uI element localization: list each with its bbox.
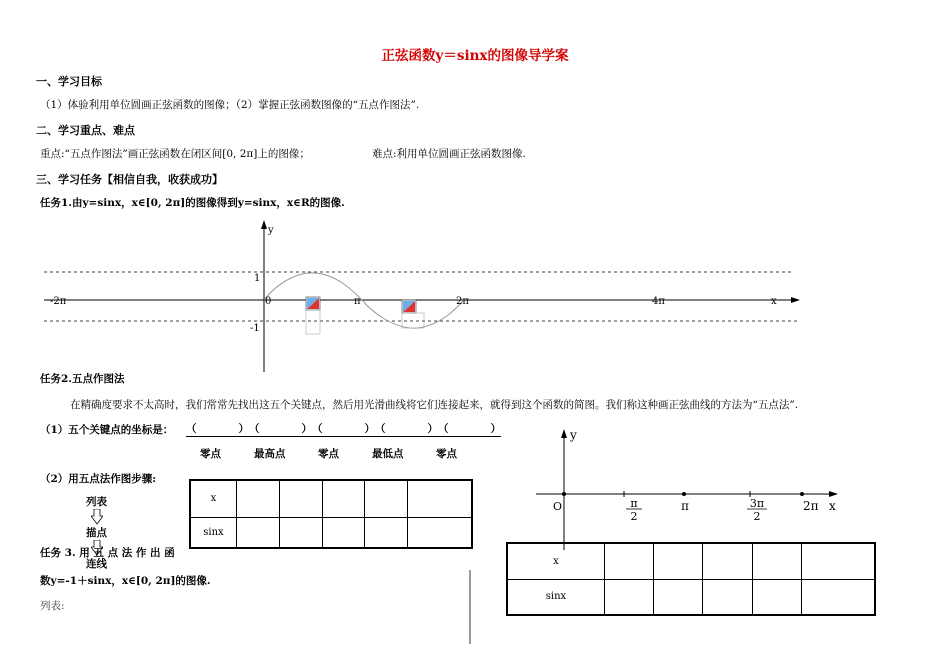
task-2-heading: 任务2.五点作图法 [40,373,125,385]
graph1-origin-label: 0 [265,296,272,307]
blank-4[interactable]: （ ） [375,423,438,435]
point-label-min: 最低点 [372,448,404,460]
graph2-origin-label: O [553,500,563,513]
point-label-zero-1: 零点 [200,448,221,460]
table-header-sinx: sinx [190,517,237,548]
table-cell[interactable] [408,517,472,548]
graph2-x-label: x [829,499,836,513]
graph2-half-pi-num: π [630,497,638,510]
table-cell[interactable] [237,480,280,517]
graph2-2pi-label: 2π [803,499,819,513]
section-1-text: （1）体验利用单位圆画正弦函数的图像；（2）掌握正弦函数图像的“五点作图法”. [40,99,420,111]
table-cell[interactable] [703,543,752,579]
right-table-header-x: x [507,543,605,579]
table-cell[interactable] [322,480,365,517]
task-1-text: 任务1.由y=sinx，x∈[0, 2π]的图像得到y=sinx，x∈R的图像. [40,197,345,209]
table-cell[interactable] [801,579,875,615]
table-cell[interactable] [752,579,801,615]
sine-graph-right [520,420,850,550]
graph1-one-label: 1 [254,273,261,284]
table-cell[interactable] [408,480,472,517]
graph1-neg2pi-label: -2π [50,296,67,307]
image-placeholder-icon [306,297,320,334]
table-cell[interactable] [654,579,703,615]
table-cell[interactable] [752,543,801,579]
graph2-y-arrow [561,429,567,438]
question-1-text: （1）五个关键点的坐标是： [40,424,174,436]
point-label-zero-3: 零点 [436,448,457,460]
graph2-three-half-pi-num: 3π [749,497,765,510]
right-table-header-sinx: sinx [507,579,605,615]
right-table [506,542,876,616]
table-header-x: x [190,480,237,517]
vertical-divider [467,570,473,644]
table-cell[interactable] [365,480,408,517]
task2-table [189,479,473,549]
table-cell[interactable] [703,579,752,615]
graph1-y-label: y [268,225,274,236]
table-cell[interactable] [801,543,875,579]
table-cell[interactable] [605,543,654,579]
blank-1[interactable]: （ ） [186,423,249,435]
blank-5[interactable]: （ ） [438,423,501,435]
list-label: 列表: [40,600,65,612]
graph1-x-label: x [771,296,777,307]
graph2-origin-dot [562,492,566,496]
graph1-x-arrow [791,297,800,303]
table-cell[interactable] [237,517,280,548]
graph2-x-arrow [829,491,838,497]
blank-3[interactable]: （ ） [312,423,375,435]
task-3-heading: 任务 3. 用 五 点 法 作 出 函 [40,547,175,559]
graph2-pi-dot [682,492,686,496]
table-cell[interactable] [279,517,322,548]
table-cell[interactable] [322,517,365,548]
section-2-heading: 二、学习重点、难点 [36,124,135,137]
section-1-heading: 一、学习目标 [36,75,102,88]
section-3-heading: 三、学习任务【相信自我，收获成功】 [36,173,223,186]
table-cell[interactable] [654,543,703,579]
question-2-text: （2）用五点法作图步骤: [40,473,157,485]
task-2-paragraph: 在精确度要求不太高时，我们常常先找出这五个关键点，然后用光滑曲线将它们连接起来，就得到这个函数的简图。我们称这种画正弦曲线的方法为“五点法”. [70,399,799,411]
graph2-three-half-pi-den: 2 [753,510,761,523]
graph2-2pi-dot [800,492,804,496]
graph1-y-arrow [261,220,267,229]
point-label-max: 最高点 [254,448,286,460]
key-point-text: 重点:“五点作图法”画正弦函数在闭区间[0, 2π]上的图像； [40,148,310,160]
table-cell[interactable] [365,517,408,548]
point-label-zero-2: 零点 [318,448,339,460]
blank-2[interactable]: （ ） [249,423,312,435]
graph2-pi-label: π [681,499,689,513]
graph1-2pi-label: 2π [456,296,469,307]
graph1-minus-one-label: -1 [250,323,260,334]
graph1-pi-label: π [354,296,361,307]
sine-curve [264,273,464,328]
key-points-blanks[interactable] [186,421,501,437]
table-cell[interactable] [279,480,322,517]
difficult-point-text: 难点:利用单位圆画正弦函数图像. [372,148,526,160]
step-plot: 描点 [86,527,107,539]
graph2-y-label: y [570,428,577,442]
image-placeholder-icon [402,300,424,328]
graph1-4pi-label: 4π [652,296,665,307]
table-cell[interactable] [605,579,654,615]
step-list: 列表 [86,496,107,508]
task-3-text: 数y=-1＋sinx，x∈[0, 2π]的图像. [40,575,211,587]
graph2-half-pi-den: 2 [630,510,638,523]
down-arrow-icon [91,509,103,525]
page-title: 正弦函数y＝sinx的图像导学案 [381,48,569,64]
step-connect: 连线 [86,558,107,570]
